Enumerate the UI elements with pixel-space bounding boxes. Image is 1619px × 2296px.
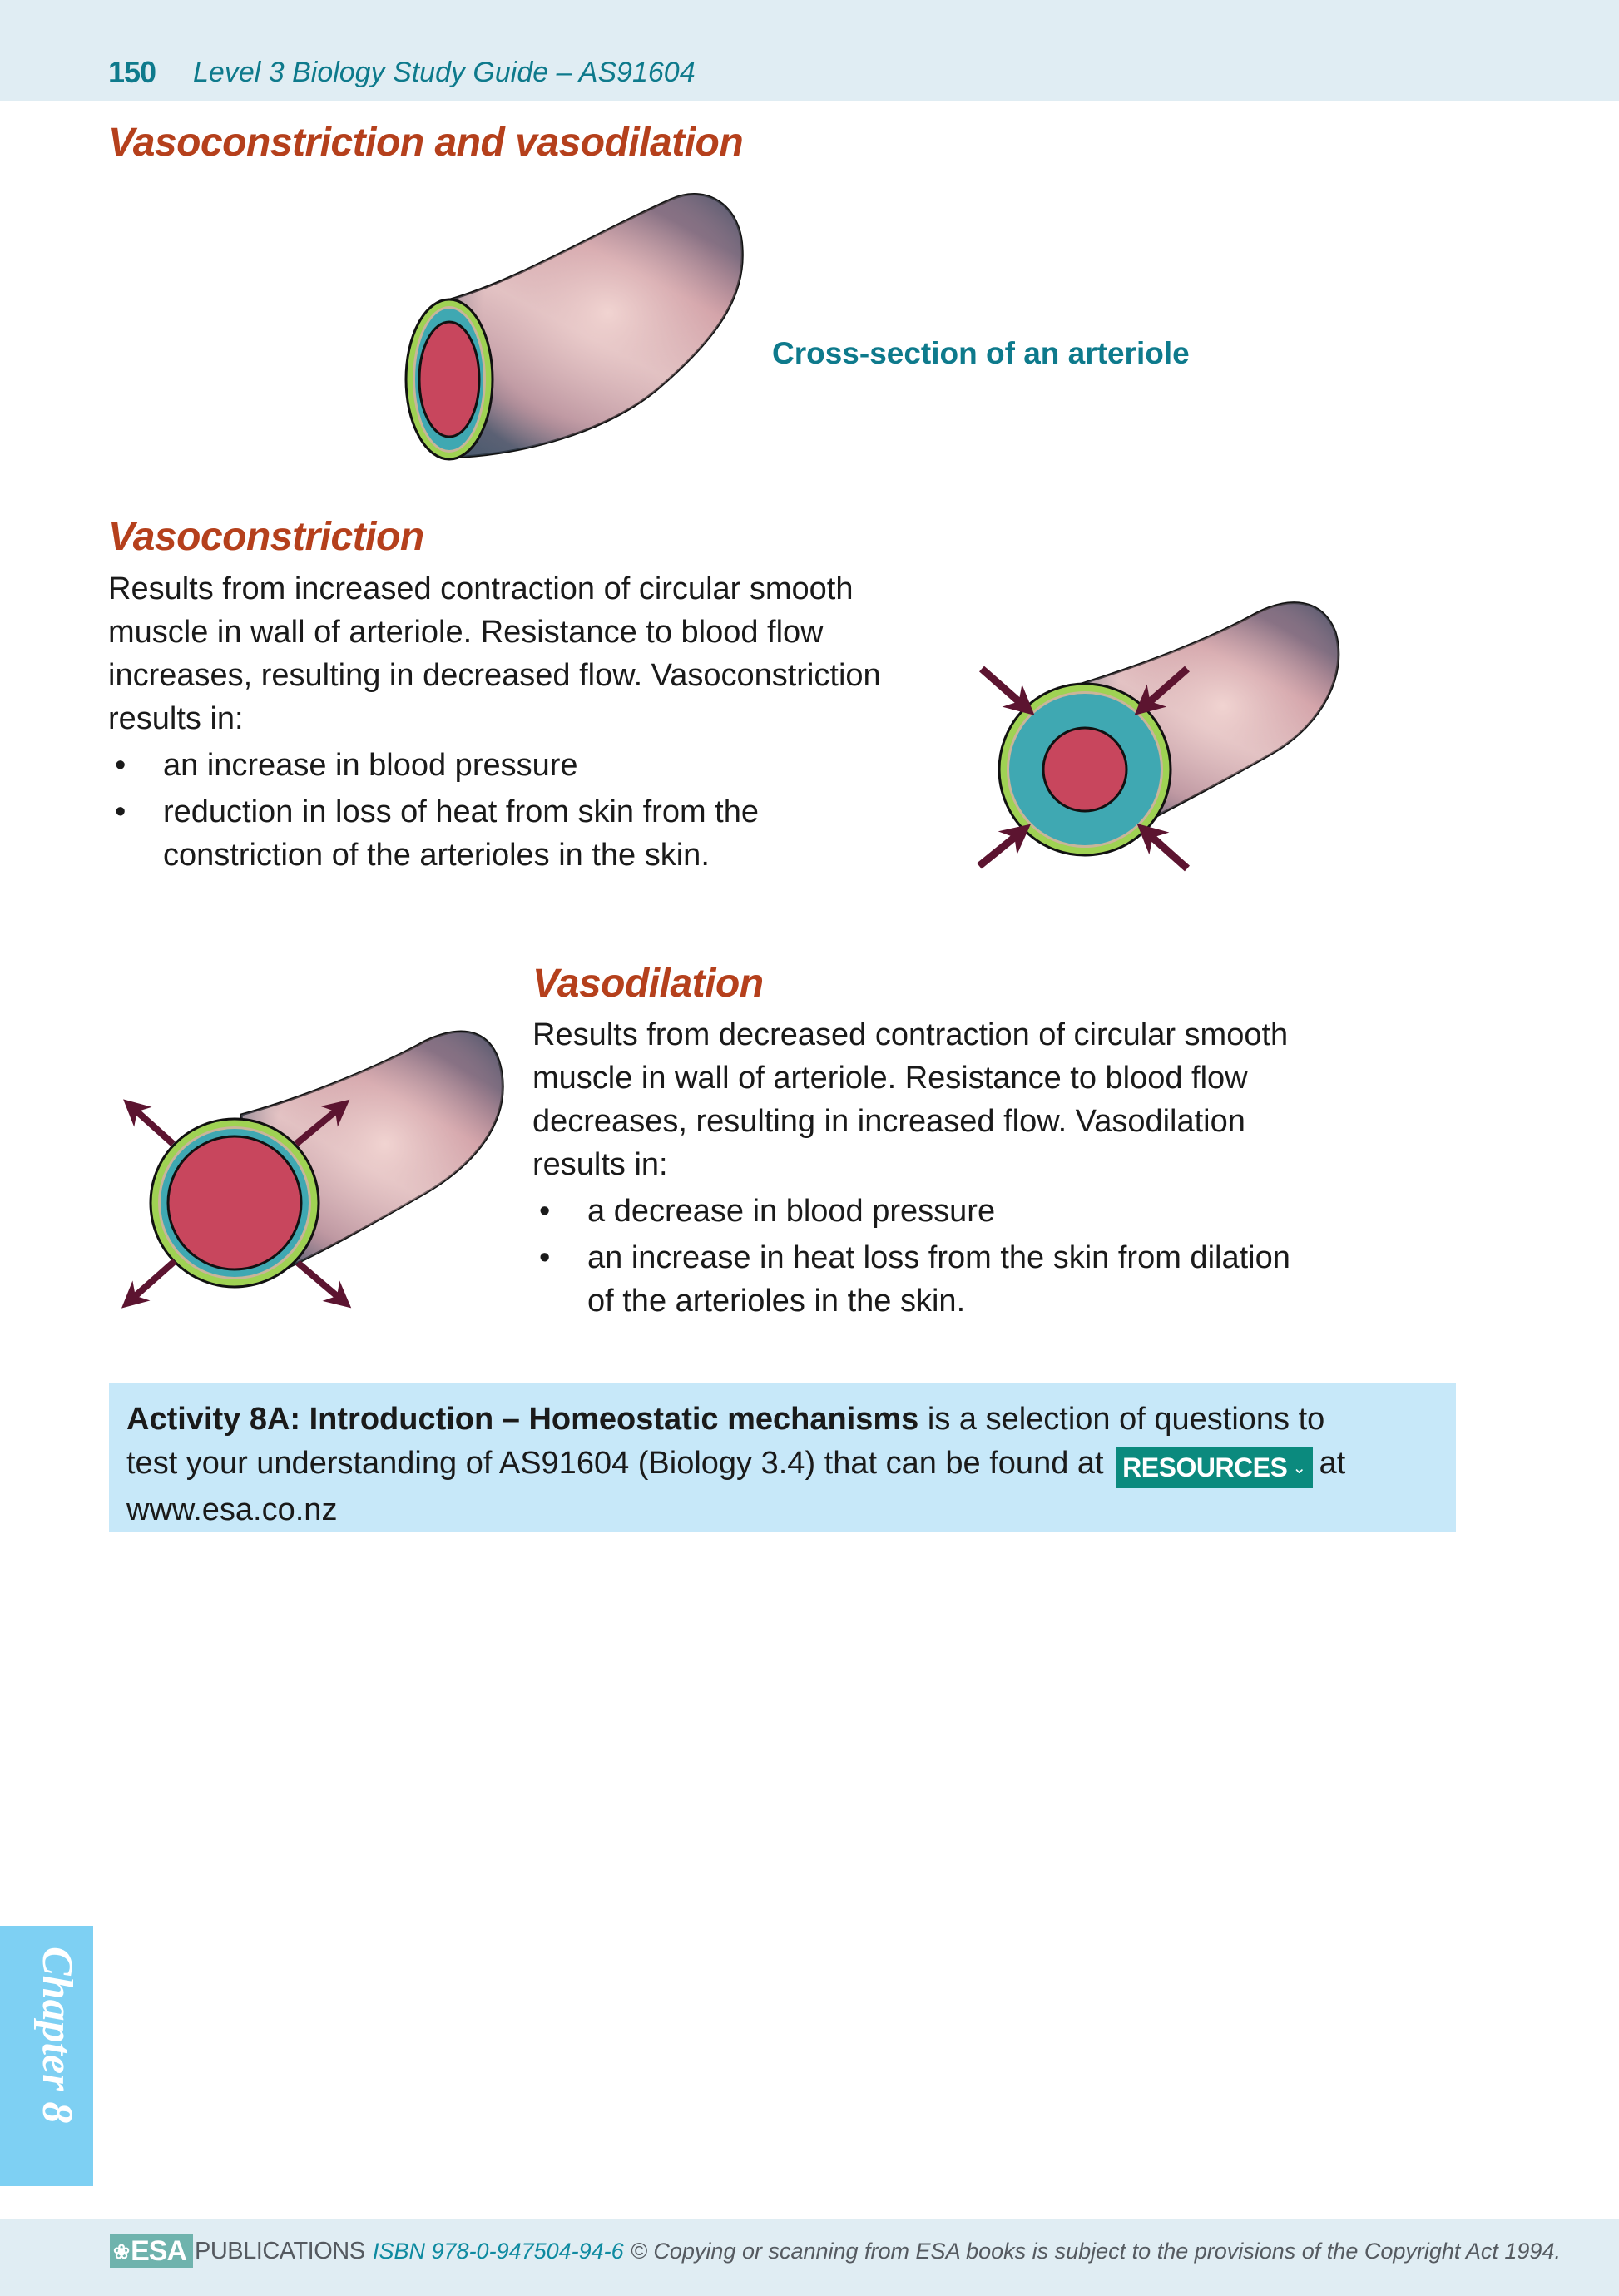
resources-button[interactable] — [1116, 1447, 1312, 1488]
resources-label: RESOURCES — [1122, 1452, 1288, 1482]
chevron-down-icon: ⌄ — [1292, 1459, 1306, 1477]
lumen — [168, 1136, 301, 1269]
publisher-name: PUBLICATIONS — [195, 2238, 365, 2264]
vessel-shading — [444, 194, 742, 458]
bullet-item: • an increase in blood pressure — [108, 744, 957, 787]
vasoconstriction-bullets — [108, 744, 957, 877]
activity-text-3: at — [1319, 1446, 1346, 1481]
isbn: ISBN 978-0-947504-94-6 — [373, 2239, 624, 2264]
arteriole-diagram — [391, 190, 757, 464]
activity-text — [126, 1398, 1449, 1532]
outward-arrow-icon — [133, 1108, 173, 1144]
bullet-continuation: constriction of the arterioles in the skin. — [163, 838, 710, 873]
esa-logo — [110, 2234, 193, 2268]
vasoconstriction-text — [108, 567, 957, 877]
page-number: 150 — [108, 55, 156, 89]
book-title: Level 3 Biology Study Guide – AS91604 — [193, 57, 696, 88]
vasodilation-line: Results from decreased contraction of circular smooth — [532, 1017, 1289, 1052]
vasoconstriction-line: Results from increased contraction of circular smooth — [108, 572, 854, 606]
page-title: Vasoconstriction and vasodilation — [108, 121, 744, 165]
arteriole-caption: Cross-section of an arteriole — [772, 336, 1190, 370]
bullet-item: • a decrease in blood pressure — [532, 1190, 1398, 1233]
bullet-item: • reduction in loss of heat from skin from the — [108, 790, 957, 834]
activity-title: Activity 8A: Introduction – Homeostatic mechanisms — [126, 1402, 919, 1437]
vasoconstriction-heading: Vasoconstriction — [108, 515, 424, 559]
vasoconstriction-line: muscle in wall of arteriole. Resistance to blood flow — [108, 615, 824, 650]
chapter-label: Chapter 8 — [33, 1947, 81, 2124]
dilation-diagram — [116, 1007, 516, 1314]
vasodilation-text — [532, 1013, 1398, 1323]
copyright-notice: © Copying or scanning from ESA books is subject to the provisions of the Copyright Act 1994. — [631, 2239, 1561, 2264]
activity-text-2: test your understanding of AS91604 (Biology 3.4) that can be found at — [126, 1446, 1104, 1481]
outward-arrow-icon — [131, 1261, 175, 1299]
inward-arrow-icon — [1148, 834, 1187, 868]
inward-arrow-icon — [979, 834, 1019, 866]
vasodilation-line: muscle in wall of arteriole. Resistance to blood flow — [532, 1061, 1248, 1096]
constriction-diagram — [957, 582, 1356, 865]
vasodilation-line: results in: — [532, 1147, 668, 1182]
leaf-icon: ❀ — [113, 2241, 130, 2264]
lumen — [1043, 728, 1126, 811]
bullet-item: • an increase in heat loss from the skin from dilation — [532, 1236, 1398, 1279]
esa-logo-text: ESA — [131, 2235, 187, 2267]
esa-link[interactable]: www.esa.co.nz — [126, 1492, 338, 1527]
vasoconstriction-line: increases, resulting in decreased flow. Vasoconstriction — [108, 658, 881, 693]
vasoconstriction-line: results in: — [108, 701, 244, 736]
bullet-continuation: of the arterioles in the skin. — [587, 1284, 966, 1319]
outward-arrow-icon — [298, 1263, 341, 1299]
activity-text-1: is a selection of questions to — [918, 1402, 1325, 1437]
vasodilation-bullets — [532, 1190, 1398, 1323]
vasodilation-heading: Vasodilation — [532, 962, 764, 1006]
lumen — [419, 322, 479, 437]
vasodilation-line: decreases, resulting in increased flow. Vasodilation — [532, 1104, 1245, 1139]
inward-arrow-icon — [982, 669, 1023, 705]
